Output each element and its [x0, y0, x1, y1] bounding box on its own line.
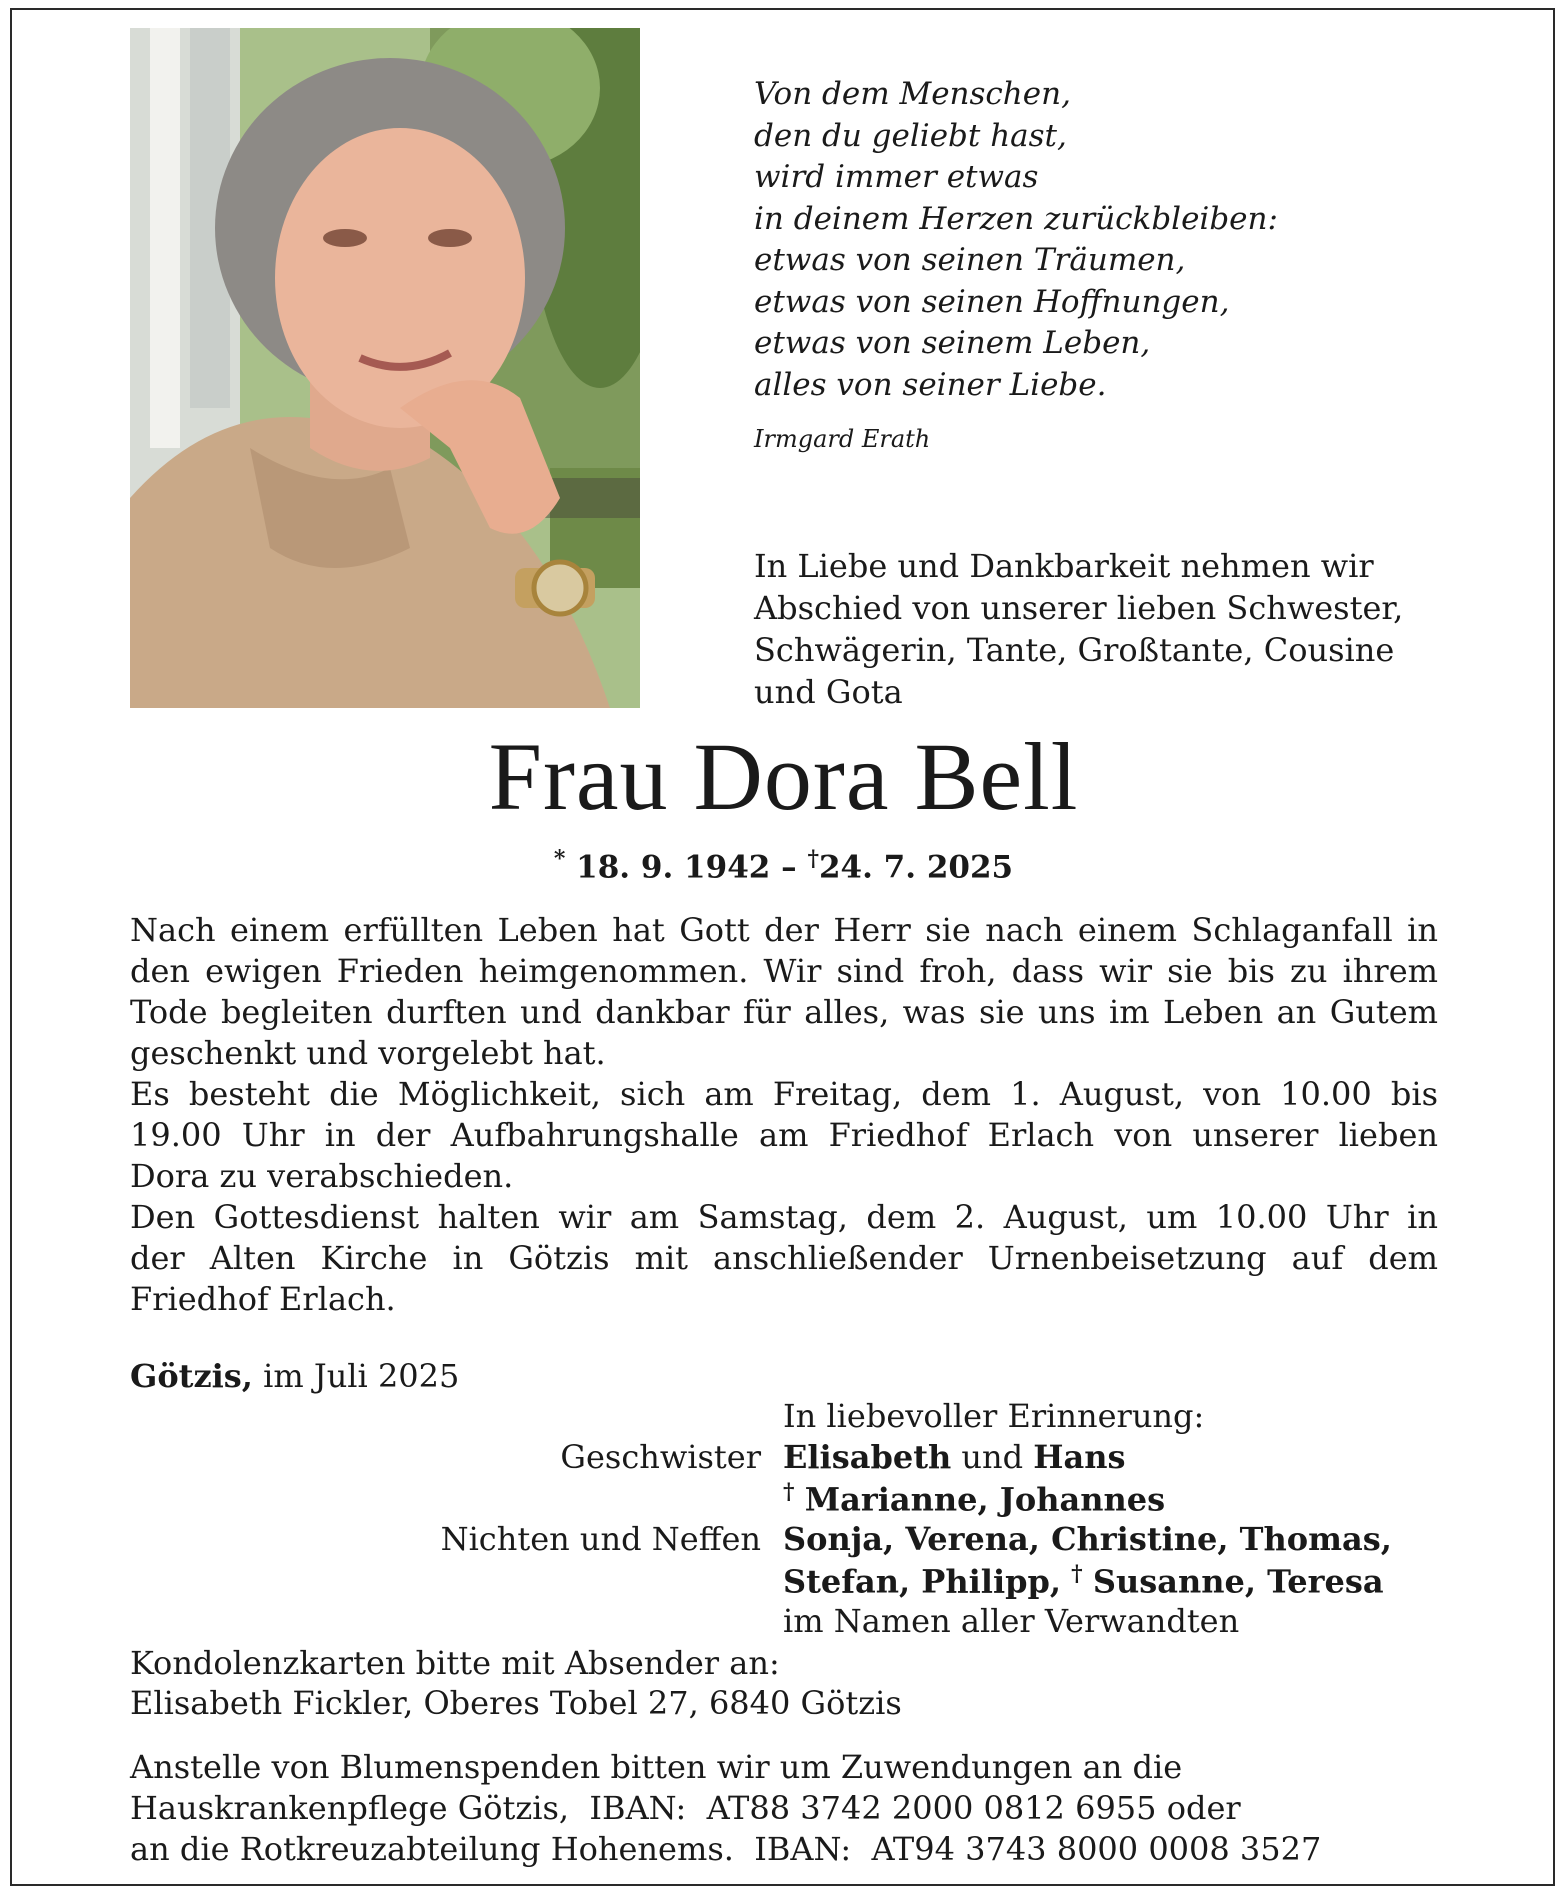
place: Götzis, — [130, 1357, 253, 1395]
nieces-label: Nichten und Neffen — [440, 1520, 761, 1558]
siblings-deceased — [783, 1479, 1165, 1519]
intro-line: Abschied von unserer lieben Schwester, — [754, 589, 1404, 627]
notice-body — [130, 910, 1438, 1320]
sibling-name: Hans — [1033, 1438, 1126, 1476]
condolence-line: Kondolenzkarten bitte mit Absender an: — [130, 1644, 780, 1682]
intro-text — [754, 545, 1524, 713]
body-line: 19.00 Uhr in der Aufbahrungshalle am Friedhof Erlach von unserer lieben — [130, 1116, 1438, 1154]
poem-line: etwas von seinen Träumen, — [754, 242, 1186, 278]
poem-line: alles von seiner Liebe. — [754, 366, 1107, 403]
poem-line: Von dem Menschen, — [754, 76, 1071, 112]
relatives-closing: im Namen aller Verwandten — [783, 1602, 1240, 1640]
date: im Juli 2025 — [263, 1357, 460, 1395]
body-line: Es besteht die Möglichkeit, sich am Freitag, dem 1. August, von 10.00 bis — [130, 1075, 1438, 1113]
intro-line: In Liebe und Dankbarkeit nehmen wir — [754, 547, 1374, 585]
body-line: Friedhof Erlach. — [130, 1280, 396, 1318]
poem-line: wird immer etwas — [754, 159, 1039, 195]
relatives-heading: In liebevoller Erinnerung: — [783, 1397, 1205, 1435]
condolence-address — [130, 1643, 902, 1723]
cross-icon: † — [1071, 1561, 1083, 1587]
life-dates — [0, 846, 1567, 885]
nieces-names-part: Stefan, Philipp, — [783, 1562, 1061, 1601]
cross-icon: † — [783, 1479, 795, 1505]
nieces-names-2 — [783, 1561, 1384, 1601]
poem — [754, 74, 1474, 406]
body-line: Nach einem erfüllten Leben hat Gott der Herr sie nach einem Schlaganfall in — [130, 911, 1438, 949]
condolence-line: Elisabeth Fickler, Oberes Tobel 27, 6840 Götzis — [130, 1684, 902, 1722]
death-cross-icon: † — [807, 846, 819, 872]
body-line: Tode begleiten durften und dankbar für alles, was sie uns im Leben an Gutem — [130, 993, 1438, 1031]
date-separator: – — [781, 849, 797, 886]
and-word: und — [961, 1438, 1024, 1476]
poem-line: etwas von seinem Leben, — [754, 325, 1151, 361]
portrait-photo — [130, 28, 640, 708]
poem-author: Irmgard Erath — [754, 425, 931, 453]
sibling-name: Elisabeth — [783, 1438, 952, 1476]
intro-line: und Gota — [754, 673, 903, 711]
donation-line: Anstelle von Blumenspenden bitten wir um Zuwendungen an die — [130, 1748, 1183, 1786]
body-line: Den Gottesdienst halten wir am Samstag, dem 2. August, um 10.00 Uhr in — [130, 1198, 1438, 1236]
birth-date: 18. 9. 1942 — [576, 849, 771, 886]
place-date — [130, 1357, 459, 1395]
donation-info — [130, 1747, 1321, 1870]
deceased-name: Frau Dora Bell — [488, 723, 1079, 830]
siblings-names — [783, 1438, 1126, 1476]
poem-line: in deinem Herzen zurückbleiben: — [754, 200, 1278, 237]
nieces-names-part: Susanne, Teresa — [1092, 1562, 1384, 1601]
birth-star-icon: * — [553, 846, 566, 872]
donation-line: Hauskrankenpflege Götzis, IBAN: AT88 3742 2000 0812 6955 oder — [130, 1789, 1241, 1827]
nieces-names: Sonja, Verena, Christine, Thomas, — [783, 1520, 1392, 1558]
body-line: den ewigen Frieden heimgenommen. Wir sind froh, dass wir sie bis zu ihrem — [130, 952, 1438, 990]
death-date: 24. 7. 2025 — [818, 849, 1014, 886]
deceased-siblings-names: Marianne, Johannes — [804, 1480, 1166, 1519]
body-line: Dora zu verabschieden. — [130, 1157, 514, 1195]
intro-line: Schwägerin, Tante, Großtante, Cousine — [754, 631, 1395, 669]
siblings-label: Geschwister — [560, 1438, 761, 1476]
poem-line: etwas von seinen Hoffnungen, — [754, 283, 1230, 320]
poem-line: den du geliebt hast, — [754, 117, 1067, 154]
donation-line: an die Rotkreuzabteilung Hohenems. IBAN: AT94 3743 8000 0008 3527 — [130, 1830, 1322, 1868]
body-line: geschenkt und vorgelebt hat. — [130, 1034, 606, 1072]
body-line: der Alten Kirche in Götzis mit anschließender Urnenbeisetzung auf dem — [130, 1239, 1438, 1277]
